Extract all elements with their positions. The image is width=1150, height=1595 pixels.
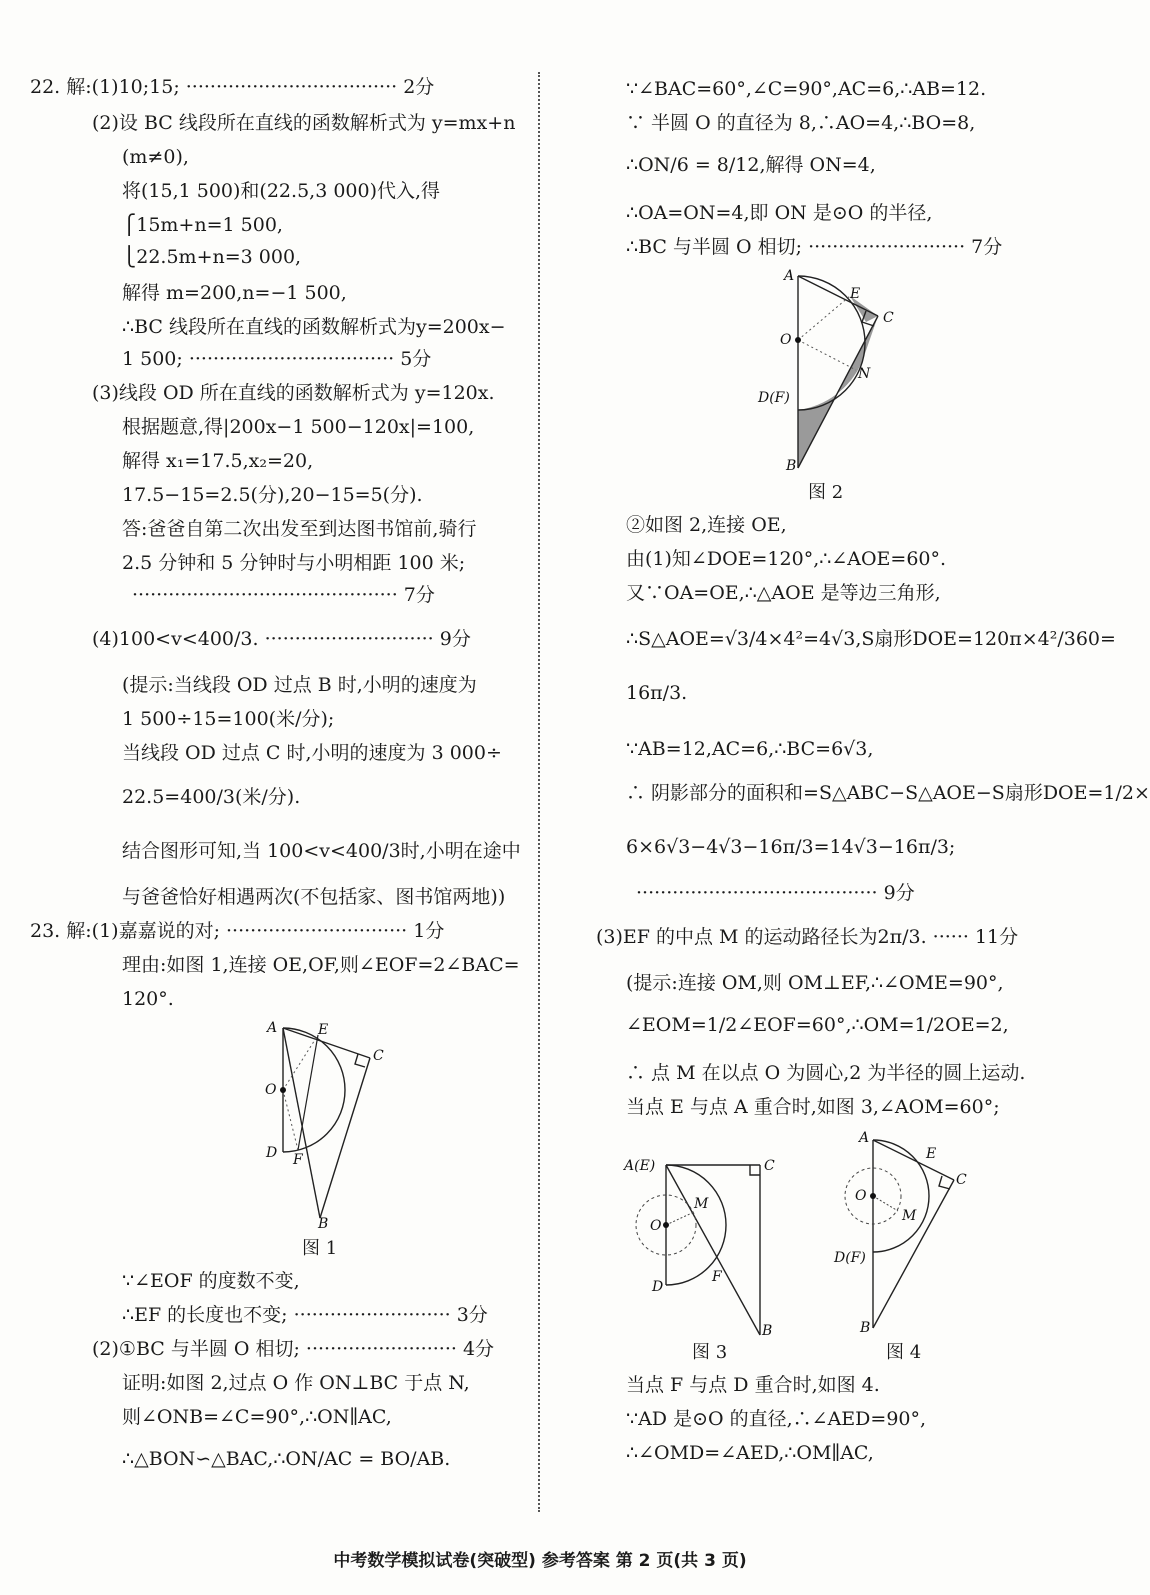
fig1-caption: 图 1	[302, 1238, 338, 1259]
q22-line-12: 解得 x₁=17.5,x₂=20,	[122, 450, 314, 472]
r-line-21: ∵AD 是⊙O 的直径,∴∠AED=90°,	[626, 1408, 927, 1430]
fig3-label-o: O	[650, 1218, 662, 1234]
fig3-label-b: B	[762, 1323, 773, 1339]
fig2-label-e: E	[850, 286, 861, 302]
q22-line-7: 解得 m=200,n=−1 500,	[122, 282, 347, 304]
q22-line-13: 17.5−15=2.5(分),20−15=5(分).	[122, 484, 423, 506]
fig2-caption: 图 2	[808, 482, 844, 503]
r-line-11: ∵AB=12,AC=6,∴BC=6√3,	[626, 738, 874, 760]
fig2-label-b: B	[786, 458, 797, 474]
r-line-10: 16π/3.	[626, 682, 688, 704]
fig1-label-d: D	[266, 1145, 278, 1161]
r-line-20: 当点 F 与点 D 重合时,如图 4.	[626, 1374, 880, 1396]
fig4-label-m: M	[902, 1208, 917, 1224]
q23-line-2: 理由:如图 1,连接 OE,OF,则∠EOF=2∠BAC=	[122, 954, 520, 976]
q22-line-19: 1 500÷15=100(米/分);	[122, 708, 335, 730]
q23-line-6: (2)①BC 与半圆 O 相切; ························· 4分	[92, 1338, 495, 1360]
r-line-18: ∴ 点 M 在以点 O 为圆心,2 为半径的圆上运动.	[626, 1062, 1026, 1084]
r-line-4: ∴OA=ON=4,即 ON 是⊙O 的半径,	[626, 202, 933, 224]
fig4-label-b: B	[860, 1320, 871, 1336]
q22-line-16: ············································ 7分	[132, 584, 435, 606]
q22-line-6: ⎩22.5m+n=3 000,	[122, 246, 302, 268]
fig4-label-a: A	[859, 1130, 870, 1146]
fig2-label-df: D(F)	[758, 390, 790, 406]
q22-line-3: (m≠0),	[122, 146, 189, 168]
fig1-label-b: B	[318, 1216, 329, 1232]
q23-line-5: ∴EF 的长度也不变; ·························· 3分	[122, 1304, 488, 1326]
r-line-3: ∴ON/6 = 8/12,解得 ON=4,	[626, 154, 876, 176]
fig3-caption: 图 3	[692, 1342, 728, 1363]
fig3-label-f: F	[712, 1269, 722, 1285]
q23-line-9: ∴△BON∽△BAC,∴ON/AC = BO/AB.	[122, 1448, 451, 1470]
fig4-line-ac	[873, 1140, 954, 1180]
fig4-line-cb	[873, 1180, 954, 1328]
r-line-22: ∴∠OMD=∠AED,∴OM∥AC,	[626, 1442, 874, 1464]
q23-line-4: ∵∠EOF 的度数不变,	[122, 1270, 300, 1292]
fig1-label-f: F	[293, 1152, 303, 1168]
fig2-label-a: A	[784, 268, 795, 284]
q22-line-14: 答:爸爸自第二次出发至到达图书馆前,骑行	[122, 518, 477, 540]
q23-line-8: 则∠ONB=∠C=90°,∴ON∥AC,	[122, 1406, 392, 1428]
q22-line-20: 当线段 OD 过点 C 时,小明的速度为 3 000÷	[122, 742, 502, 764]
q22-line-17: (4)100<v<400/3. ···························· 9分	[92, 628, 471, 650]
fig4-label-e: E	[926, 1146, 937, 1162]
fig4-label-o: O	[855, 1188, 867, 1204]
fig2-label-n: N	[858, 366, 871, 382]
q22-line-15: 2.5 分钟和 5 分钟时与小明相距 100 米;	[122, 552, 466, 574]
r-line-14: ········································ 9分	[636, 882, 915, 904]
r-line-19: 当点 E 与点 A 重合时,如图 3,∠AOM=60°;	[626, 1096, 1000, 1118]
r-line-12: ∴ 阴影部分的面积和=S△ABC−S△AOE−S扇形DOE=1/2×	[626, 782, 1150, 804]
q22-line-21: 22.5=400/3(米/分).	[122, 786, 301, 808]
r-line-9: ∴S△AOE=√3/4×4²=4√3,S扇形DOE=120π×4²/360=	[626, 628, 1116, 650]
q22-line-5: ⎧15m+n=1 500,	[122, 214, 283, 236]
q22-line-10: (3)线段 OD 所在直线的函数解析式为 y=120x.	[92, 382, 495, 404]
fig3-label-d: D	[652, 1279, 664, 1295]
fig2-label-o: O	[780, 332, 792, 348]
q23-line-3: 120°.	[122, 988, 174, 1010]
q22-line-11: 根据题意,得|200x−1 500−120x|=100,	[122, 416, 475, 438]
r-line-6: ②如图 2,连接 OE,	[626, 514, 787, 536]
q22-line-1: 22. 解:(1)10;15; ··································· 2分	[30, 76, 435, 98]
r-line-8: 又∵OA=OE,∴△AOE 是等边三角形,	[626, 582, 941, 604]
fig4-label-c: C	[956, 1172, 967, 1188]
q22-line-18: (提示:当线段 OD 过点 B 时,小明的速度为	[122, 674, 477, 696]
q22-line-4: 将(15,1 500)和(22.5,3 000)代入,得	[122, 180, 441, 202]
fig4-caption: 图 4	[886, 1342, 922, 1363]
r-line-13: 6×6√3−4√3−16π/3=14√3−16π/3;	[626, 836, 956, 858]
r-line-15: (3)EF 的中点 M 的运动路径长为2π/3. ······ 11分	[596, 926, 1019, 948]
fig3-label-c: C	[764, 1158, 775, 1174]
r-line-17: ∠EOM=1/2∠EOF=60°,∴OM=1/2OE=2,	[626, 1014, 1009, 1036]
q23-line-1: 23. 解:(1)嘉嘉说的对; ······························ 1分	[30, 920, 445, 942]
r-line-5: ∴BC 与半圆 O 相切; ·························· 7分	[626, 236, 1003, 258]
fig2-label-c: C	[883, 310, 894, 326]
page-footer: 中考数学模拟试卷(突破型) 参考答案 第 2 页(共 3 页)	[333, 1551, 747, 1571]
r-line-7: 由(1)知∠DOE=120°,∴∠AOE=60°.	[626, 548, 947, 570]
q22-line-2: (2)设 BC 线段所在直线的函数解析式为 y=mx+n	[92, 112, 516, 134]
fig3-label-ae: A(E)	[624, 1158, 656, 1174]
fig1-label-o: O	[265, 1082, 277, 1098]
q22-line-23: 与爸爸恰好相遇两次(不包括家、图书馆两地))	[122, 886, 506, 908]
fig4-label-df: D(F)	[834, 1250, 866, 1266]
fig3-label-m: M	[694, 1196, 709, 1212]
r-line-16: (提示:连接 OM,则 OM⊥EF,∴∠OME=90°,	[626, 972, 1004, 994]
fig1-label-e: E	[318, 1022, 329, 1038]
r-line-2: ∵ 半圆 O 的直径为 8,∴AO=4,∴BO=8,	[626, 112, 976, 134]
fig1-label-a: A	[267, 1020, 278, 1036]
q22-line-9: 1 500; ·································· 5分	[122, 348, 432, 370]
q22-line-22: 结合图形可知,当 100<v<400/3时,小明在途中	[122, 840, 521, 862]
r-line-1: ∵∠BAC=60°,∠C=90°,AC=6,∴AB=12.	[626, 78, 987, 100]
q22-line-8: ∴BC 线段所在直线的函数解析式为y=200x−	[122, 316, 506, 338]
q23-line-7: 证明:如图 2,过点 O 作 ON⊥BC 于点 N,	[122, 1372, 470, 1394]
fig1-label-c: C	[373, 1048, 384, 1064]
